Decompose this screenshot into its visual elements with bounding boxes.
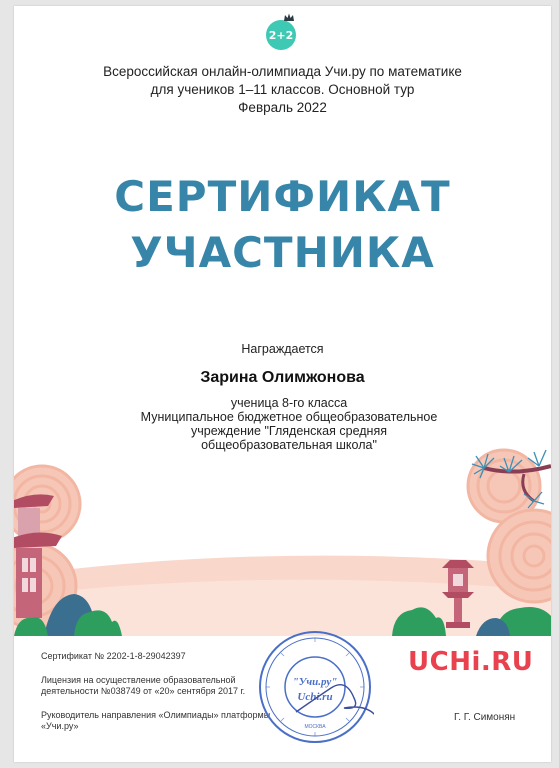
- header-line-2: для учеников 1–11 классов. Основной тур: [150, 82, 415, 97]
- title-line-2: УЧАСТНИКА: [130, 228, 435, 277]
- grade-text: ученица 8-го класса: [230, 396, 348, 410]
- crown-icon: [283, 13, 295, 22]
- certificate-number: Сертификат № 2202-1-8-29042397: [41, 651, 186, 661]
- license-text: Лицензия на осуществление образовательной деятельности №038749 от «20» сентября 2017 г.: [41, 675, 246, 696]
- stamp-city: МОСКВА: [304, 724, 326, 730]
- header-line-3: Февраль 2022: [238, 100, 327, 115]
- recipient-name: Зарина Олимжонова: [200, 369, 365, 386]
- awarded-label: Награждается: [241, 342, 324, 356]
- certificate-page: [14, 6, 551, 762]
- title-line-1: СЕРТИФИКАТ: [114, 172, 451, 221]
- recipient-details: [124, 396, 454, 452]
- logo-text: 2+2: [268, 28, 294, 42]
- certificate-title: [14, 169, 551, 281]
- uchi-logo-badge: [266, 20, 296, 50]
- round-seal-stamp: [256, 628, 374, 746]
- uchi-ru-logo: UCHi.RU: [408, 647, 534, 677]
- header-line-1: Всероссийская онлайн-олимпиада Учи.ру по математике: [103, 64, 462, 79]
- landscape-illustration: [14, 446, 551, 636]
- school-text: Муниципальное бюджетное общеобразовательное учреждение "Гляденская средняя общеобразовательная школа": [140, 410, 438, 452]
- signer-name: Г. Г. Симонян: [454, 712, 516, 723]
- stamp-name: "Учи.ру": [292, 676, 338, 688]
- stamp-domain: Uchi.ru: [297, 691, 333, 703]
- head-title: Руководитель направления «Олимпиады» платформы «Учи.ру»: [41, 710, 271, 731]
- olympiad-header: [14, 63, 551, 117]
- footer-info: [41, 651, 271, 732]
